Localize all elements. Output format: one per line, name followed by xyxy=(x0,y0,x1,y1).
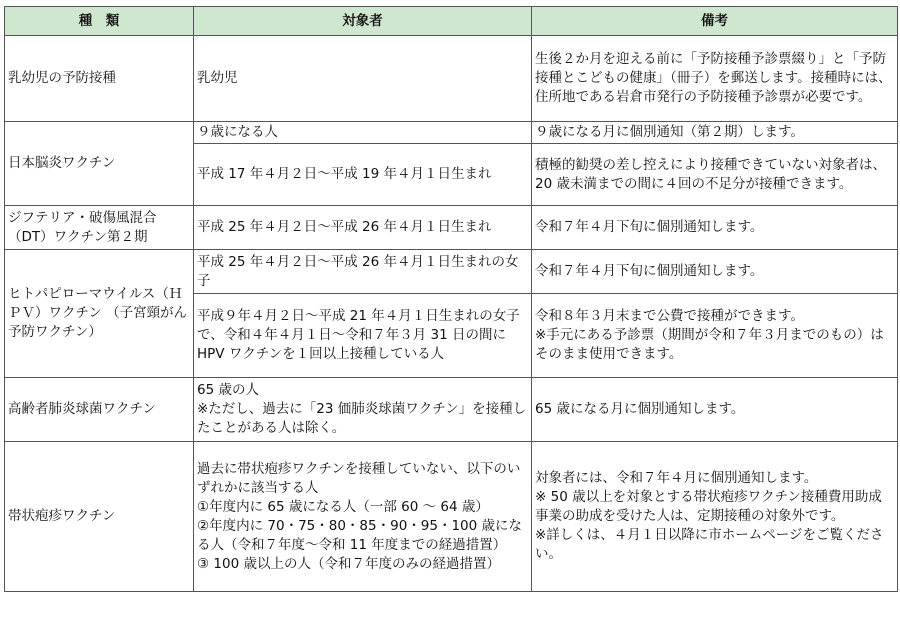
type-hpv: ヒトパピローマウイルス（ＨＰＶ）ワクチン （子宮頸がん予防ワクチン） xyxy=(5,250,194,378)
note-je-2: 積極的勧奨の差し控えにより接種できていない対象者は、20 歳未満までの間に４回の不足分が接種できます。 xyxy=(532,144,898,206)
note-pneumo: 65 歳になる月に個別通知します。 xyxy=(532,378,898,442)
table-row-zoster xyxy=(5,442,898,592)
table-row-infant xyxy=(5,36,898,122)
note-je-1: ９歳になる月に個別通知（第２期）します。 xyxy=(532,122,898,144)
note-hpv-1: 令和７年４月下旬に個別通知します。 xyxy=(532,250,898,294)
target-zoster: 過去に帯状疱疹ワクチンを接種していない、以下のいずれかに該当する人 ①年度内に 65 歳になる人（一部 60 ～ 64 歳） ②年度内に 70・75・80・85・90・95・100 歳になる人（令和７年度～令和 11 年度までの経過措置） ③ 100 歳以上の人（令和７年度のみの経過措置） xyxy=(194,442,532,592)
note-hpv-2: 令和８年３月末まで公費で接種ができます。 ※手元にある予診票（期間が令和７年３月までのもの）はそのまま使用できます。 xyxy=(532,294,898,378)
target-je-2: 平成 17 年４月２日～平成 19 年４月１日生まれ xyxy=(194,144,532,206)
vaccination-table xyxy=(4,6,898,592)
header-row xyxy=(5,7,898,36)
type-je: 日本脳炎ワクチン xyxy=(5,122,194,206)
note-infant: 生後２か月を迎える前に「予防接種予診票綴り」と「予防接種とこどもの健康」（冊子）を郵送します。接種時には、住所地である岩倉市発行の予防接種予診票が必要です。 xyxy=(532,36,898,122)
target-dt: 平成 25 年４月２日～平成 26 年４月１日生まれ xyxy=(194,206,532,250)
table-row-pneumo xyxy=(5,378,898,442)
header-target: 対象者 xyxy=(194,7,532,36)
table-row-dt xyxy=(5,206,898,250)
table-row-je-1 xyxy=(5,122,898,144)
target-hpv-1: 平成 25 年４月２日～平成 26 年４月１日生まれの女子 xyxy=(194,250,532,294)
header-note: 備考 xyxy=(532,7,898,36)
target-pneumo: 65 歳の人 ※ただし、過去に「23 価肺炎球菌ワクチン」を接種したことがある人は除く。 xyxy=(194,378,532,442)
note-dt: 令和７年４月下旬に個別通知します。 xyxy=(532,206,898,250)
header-type: 種 類 xyxy=(5,7,194,36)
target-infant: 乳幼児 xyxy=(194,36,532,122)
target-hpv-2: 平成９年４月２日～平成 21 年４月１日生まれの女子で、令和４年４月１日～令和７年３月 31 日の間に HPV ワクチンを１回以上接種している人 xyxy=(194,294,532,378)
target-je-1: ９歳になる人 xyxy=(194,122,532,144)
table-row-hpv-1 xyxy=(5,250,898,294)
note-zoster: 対象者には、令和７年４月に個別通知します。 ※ 50 歳以上を対象とする帯状疱疹ワクチン接種費用助成事業の助成を受けた人は、定期接種の対象外です。 ※詳しくは、４月１日以降に市ホームページをご覧ください。 xyxy=(532,442,898,592)
type-infant: 乳幼児の予防接種 xyxy=(5,36,194,122)
type-zoster: 帯状疱疹ワクチン xyxy=(5,442,194,592)
type-pneumo: 高齢者肺炎球菌ワクチン xyxy=(5,378,194,442)
type-dt: ジフテリア・破傷風混合（DT）ワクチン第２期 xyxy=(5,206,194,250)
